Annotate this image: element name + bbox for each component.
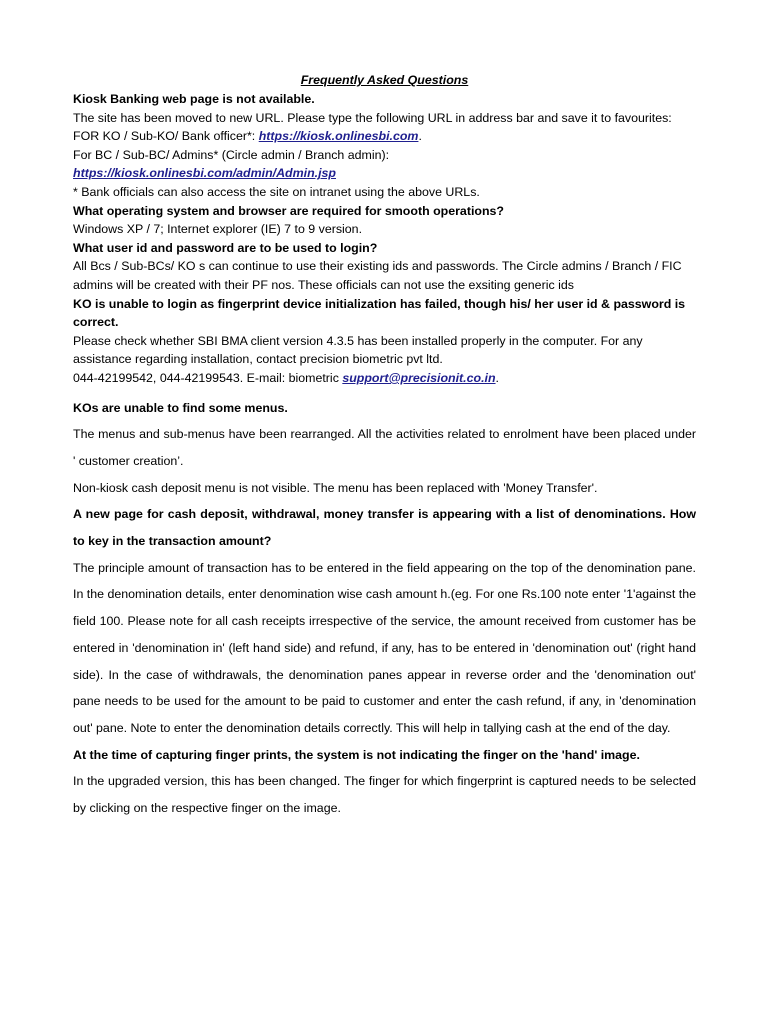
faq3-question: What user id and password are to be used to login? — [73, 240, 378, 255]
faq-dense-section — [73, 90, 696, 388]
faq4-answer: Please check whether SBI BMA client version 4.3.5 has been installed properly in the computer. For any assistance regarding installation, contact precision biometric pvt ltd. — [73, 333, 643, 367]
faq1-question: Kiosk Banking web page is not available. — [73, 92, 315, 106]
faq7-answer: The principle amount of transaction has to be entered in the field appearing on the top of the denomination pane. In the denomination details, enter denomination wise cash amount h.(eg. For one Rs.100 note enter '1'against the field 100. Please note for all cash receipts irrespective of the service, the amount received from customer has be entered in 'denomination in' (left hand side) and refund, if any, has to be entered in 'denomination out' (right hand side). In the case of withdrawals, the denomination panes appear in reverse order and the 'denomination out' pane needs to be used for the amount to be paid to customer and enter the cash refund, if any, in 'denomination out' pane. Note to enter the denomination details correctly. This will help in tallying cash at the end of the day. — [73, 560, 696, 735]
faq7-question: A new page for cash deposit, withdrawal, money transfer is appearing with a list of denominations. How to key in the transaction amount? — [73, 507, 696, 549]
contact-suffix: . — [495, 370, 499, 385]
faq2-question: What operating system and browser are required for smooth operations? — [73, 203, 504, 218]
faq-document — [73, 66, 696, 822]
bc-url-link[interactable]: https://kiosk.onlinesbi.com/admin/Admin.jsp — [73, 166, 336, 181]
ko-url-link[interactable]: https://kiosk.onlinesbi.com — [258, 129, 419, 144]
faq1-answer: The site has been moved to new URL. Please type the following URL in address bar and save it to favourites: — [73, 110, 672, 125]
ko-prefix: FOR KO / Sub-KO/ Bank officer*: — [73, 129, 259, 144]
faq-loose-section — [73, 395, 696, 822]
faq1-ko-line — [73, 127, 696, 146]
support-email-link[interactable]: support@precisionit.co.in — [342, 370, 496, 385]
faq5-question: KOs are unable to find some menus. — [73, 400, 288, 415]
faq4-question: KO is unable to login as fingerprint device initialization has failed, though his/ her user id & password is correct. — [73, 296, 686, 330]
faq1-bc-url-line — [73, 164, 696, 183]
faq2-answer: Windows XP / 7; Internet explorer (IE) 7 to 9 version. — [73, 222, 363, 237]
faq1-note: * Bank officials can also access the site on intranet using the above URLs. — [73, 184, 480, 199]
faq8-answer: In the upgraded version, this has been changed. The finger for which fingerprint is captured needs to be selected by clicking on the respective finger on the image. — [73, 774, 696, 816]
page-title: Frequently Asked Questions — [300, 73, 469, 87]
contact-prefix: 044-42199542, 044-42199543. E-mail: biometric — [73, 370, 343, 385]
faq1-bc-line: For BC / Sub-BC/ Admins* (Circle admin / Branch admin): — [73, 147, 390, 162]
faq3-answer: All Bcs / Sub-BCs/ KO s can continue to use their existing ids and passwords. The Circle admins / Branch / FIC admins will be created with their PF nos. These officials can not use the exsiting generic ids — [73, 259, 682, 292]
faq5-answer: The menus and sub-menus have been rearranged. All the activities related to enrolment have been placed under ' customer creation’. — [73, 427, 696, 468]
faq6-statement: Non-kiosk cash deposit menu is not visible. The menu has been replaced with 'Money Transfer'. — [73, 480, 598, 495]
faq4-contact — [73, 369, 696, 388]
ko-suffix: . — [418, 129, 422, 144]
faq8-question: At the time of capturing finger prints, the system is not indicating the finger on the 'hand' image. — [73, 747, 640, 762]
